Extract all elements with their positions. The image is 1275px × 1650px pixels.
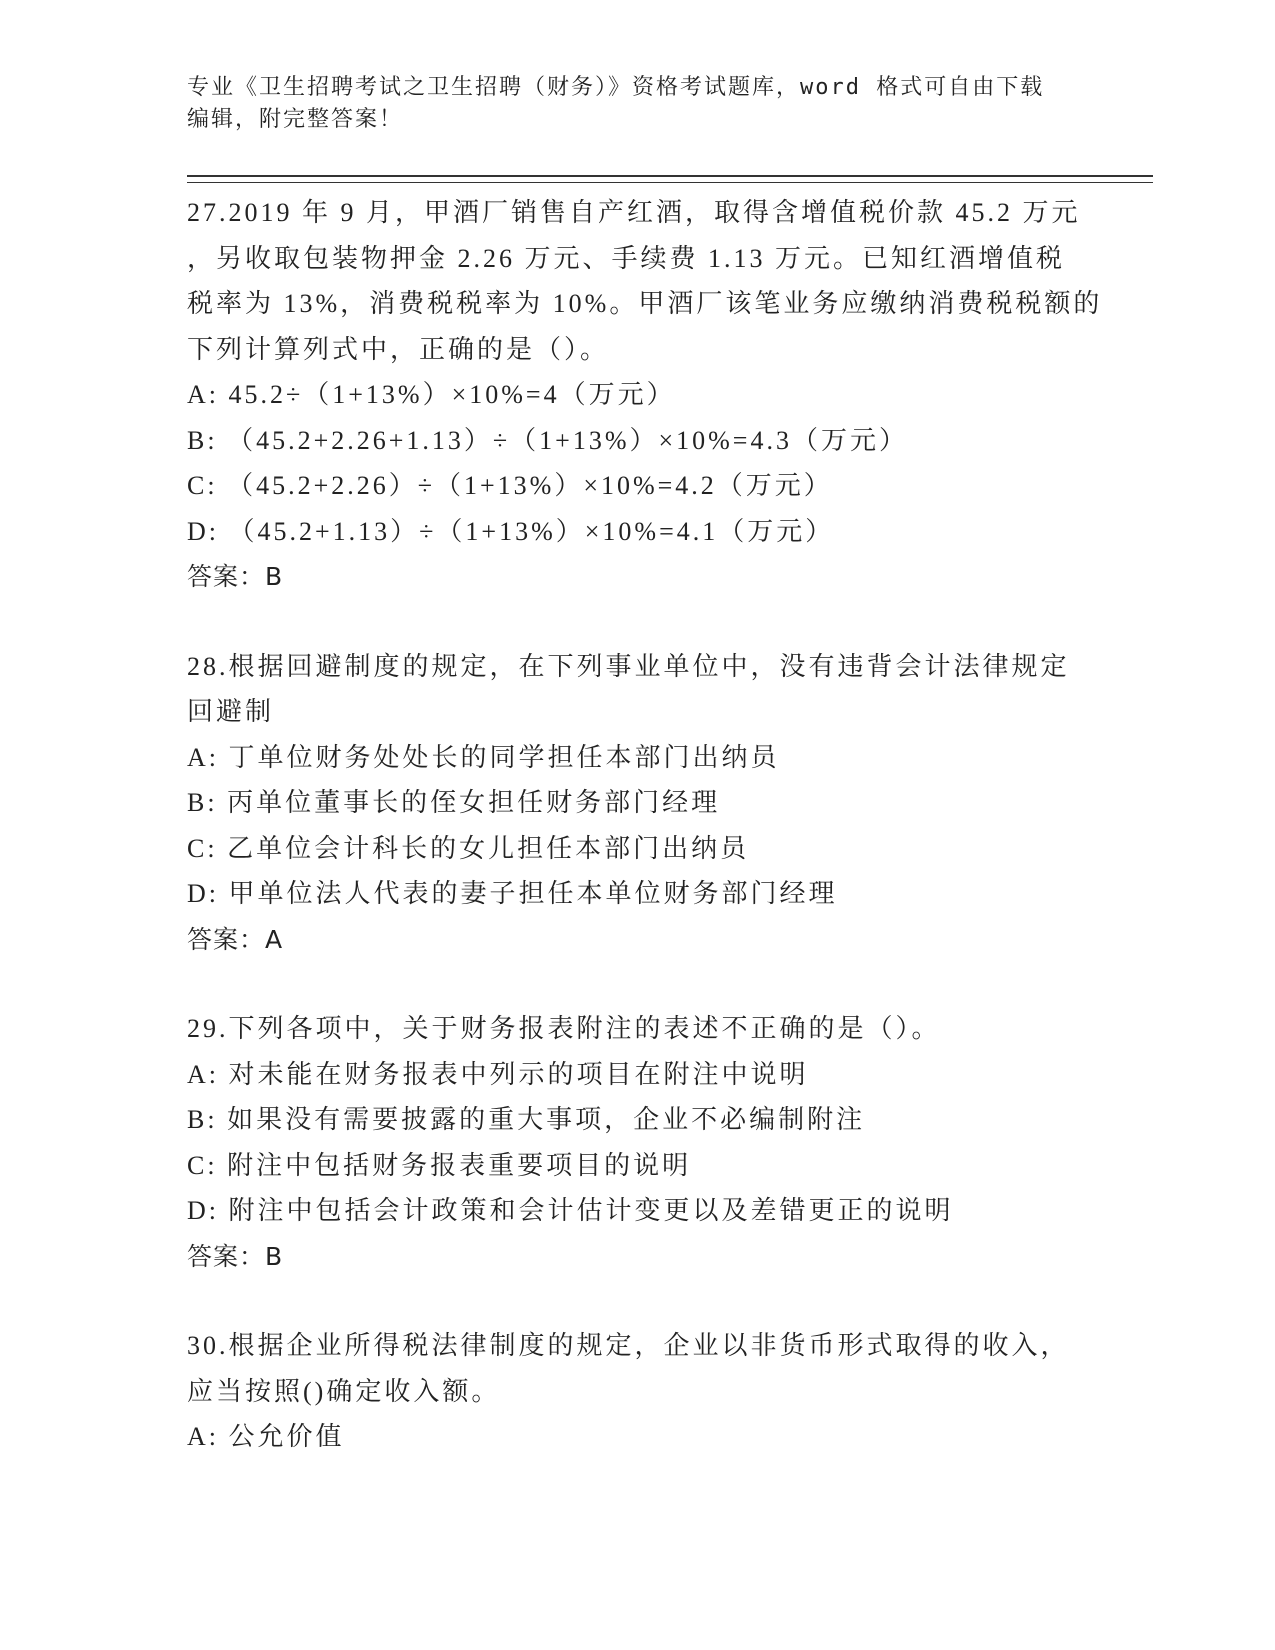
option-a: A: 对未能在财务报表中列示的项目在附注中说明: [187, 1059, 809, 1089]
header-line-2: 编辑，附完整答案！: [187, 107, 404, 132]
answer-line: 答案：B: [187, 562, 284, 591]
header-divider-thin: [187, 182, 1153, 183]
question-27: [187, 190, 1103, 600]
question-stem-line: 28.根据回避制度的规定，在下列事业单位中，没有违背会计法律规定: [187, 651, 1070, 681]
option-c: C: 附注中包括财务报表重要项目的说明: [187, 1150, 692, 1180]
option-b: B: 如果没有需要披露的重大事项，企业不必编制附注: [187, 1105, 866, 1134]
option-d: D: 甲单位法人代表的妻子担任本单位财务部门经理: [187, 879, 838, 908]
option-a: A: 丁单位财务处处长的同学担任本部门出纳员: [187, 742, 780, 772]
option-c: C: 乙单位会计科长的女儿担任本部门出纳员: [187, 833, 750, 863]
header-line-1: 专业《卫生招聘考试之卫生招聘（财务）》资格考试题库，word 格式可自由下载: [187, 75, 1045, 100]
document-header: [187, 72, 1087, 136]
option-d: D: （45.2+1.13）÷（1+13%）×10%=4.1（万元）: [187, 516, 835, 546]
question-28: [187, 644, 1087, 963]
option-a: A: 45.2÷（1+13%）×10%=4（万元）: [187, 380, 676, 409]
header-divider-thick: [187, 175, 1153, 177]
option-b: B: （45.2+2.26+1.13）÷（1+13%）×10%=4.3（万元）: [187, 425, 908, 455]
question-29: [187, 1006, 1087, 1279]
question-stem-line: ，另收取包装物押金 2.26 万元、手续费 1.13 万元。已知红酒增值税: [187, 243, 1066, 273]
question-list: [187, 190, 1103, 1504]
question-stem-line: 27.2019 年 9 月，甲酒厂销售自产红酒，取得含增值税价款 45.2 万元: [187, 198, 1081, 227]
option-c: C: （45.2+2.26）÷（1+13%）×10%=4.2（万元）: [187, 471, 833, 500]
option-b: B: 丙单位董事长的侄女担任财务部门经理: [187, 788, 721, 817]
question-30: [187, 1323, 1087, 1460]
question-stem-line: 29.下列各项中，关于财务报表附注的表述不正确的是（）。: [187, 1014, 941, 1043]
option-d: D: 附注中包括会计政策和会计估计变更以及差错更正的说明: [187, 1196, 954, 1225]
question-stem-line: 税率为 13%，消费税税率为 10%。甲酒厂该笔业务应缴纳消费税税额的: [187, 289, 1103, 318]
question-stem-line: 回避制: [187, 697, 275, 726]
answer-line: 答案：B: [187, 1241, 284, 1271]
question-stem-line: 30.根据企业所得税法律制度的规定，企业以非货币形式取得的收入，: [187, 1331, 1070, 1360]
answer-line: 答案：A: [187, 924, 284, 954]
question-stem-line: 应当按照()确定收入额。: [187, 1376, 501, 1406]
option-a: A: 公允价值: [187, 1422, 345, 1451]
question-stem-line: 下列计算列式中，正确的是（）。: [187, 334, 610, 364]
